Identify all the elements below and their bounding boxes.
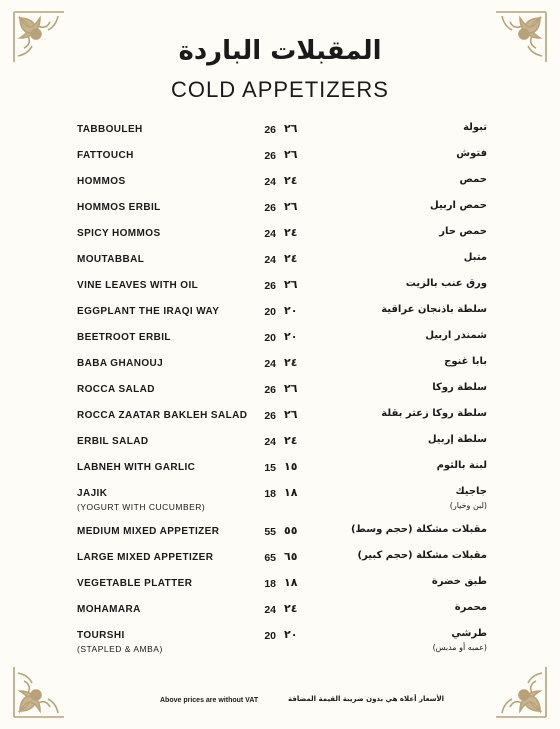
menu-item-price: 26 [264,280,276,292]
menu-item-name: BEETROOT ERBIL [77,332,171,343]
menu-item-name: HOMMOS ERBIL [77,202,161,213]
menu-item-price-arabic: ٢٤ [284,174,298,187]
menu-item-price-arabic: ٢٤ [284,226,298,239]
menu-item-name: TABBOULEH [77,124,143,135]
menu-item-price-arabic: ٢٦ [284,408,298,421]
menu-item-name-arabic: محمرة [454,602,487,613]
menu-item-price-arabic: ٦٥ [284,550,298,563]
menu-item-name-arabic: سلطة باذنجان عراقية [381,304,487,315]
menu-item-name: LARGE MIXED APPETIZER [77,552,214,563]
menu-item-name: MEDIUM MIXED APPETIZER [77,526,220,537]
menu-item-price: 18 [264,488,276,500]
menu-item-price-arabic: ٢٤ [284,252,298,265]
menu-item-name: HOMMOS [77,176,126,187]
menu-item-price: 24 [264,436,276,448]
menu-item-name: LABNEH WITH GARLIC [77,462,196,473]
menu-item-name: TOURSHI [77,630,125,641]
menu-item-name: ERBIL SALAD [77,436,149,447]
menu-item-price-arabic: ٥٥ [284,524,298,537]
menu-item-price: 26 [264,410,276,422]
menu-item-name: JAJIK [77,488,108,499]
menu-item-price: 24 [264,358,276,370]
menu-item-name: ROCCA SALAD [77,384,155,395]
menu-item-description: (YOGURT WITH CUCUMBER) [77,502,206,512]
menu-item-name: EGGPLANT THE IRAQI WAY [77,306,220,317]
menu-item-price: 24 [264,604,276,616]
menu-item-name-arabic: بابا غنوج [444,356,487,367]
menu-item-price: 24 [264,228,276,240]
menu-item-name-arabic: تبولة [463,122,487,133]
menu-item-price: 20 [264,630,276,642]
menu-item-name-arabic: شمندر اربيل [425,330,487,341]
menu-item-name: MOHAMARA [77,604,141,615]
menu-item-price: 26 [264,384,276,396]
menu-item-name-arabic: متبل [463,252,487,263]
menu-item-name-arabic: حمص حار [439,226,487,237]
menu-item-price-arabic: ٢٠ [284,330,298,343]
menu-item-name-arabic: طرشي [451,628,487,639]
menu-item-price-arabic: ٢٦ [284,122,298,135]
menu-item-price-arabic: ٢٤ [284,434,298,447]
menu-item-name: MOUTABBAL [77,254,145,265]
menu-item-description-arabic: (عمبه أو مدبس) [432,643,487,652]
menu-item-name-arabic: سلطة روكا [432,382,487,393]
menu-item-price: 15 [264,462,276,474]
menu-item-name-arabic: مقبلات مشكلة (حجم كبير) [357,550,487,561]
vat-note-arabic: الأسعار أعلاه هي بدون ضريبة القيمة المضافة [288,695,445,703]
menu-item-price: 65 [264,552,276,564]
menu-item-name: VEGETABLE PLATTER [77,578,193,589]
menu-item-name-arabic: سلطة إربيل [427,434,487,445]
corner-ornament-bottom-right [492,663,550,721]
menu-item-name-arabic: سلطة روكا زعتر بقلة [381,408,487,419]
menu-item-name-arabic: حمص [459,174,487,185]
menu-item-name-arabic: طبق خضرة [431,576,487,587]
menu-item-price-arabic: ٢٦ [284,200,298,213]
menu-item-price-arabic: ١٨ [284,486,298,499]
menu-item-price: 24 [264,254,276,266]
menu-item-name: BABA GHANOUJ [77,358,164,369]
menu-item-price: 26 [264,202,276,214]
menu-item [0,482,560,516]
menu-item-description-arabic: (لبن وخيار) [449,501,487,510]
menu-item-price: 20 [264,306,276,318]
menu-item-description: (STAPLED & AMBA) [77,644,163,654]
menu-item-name: SPICY HOMMOS [77,228,161,239]
corner-ornament-bottom-left [10,663,68,721]
menu-item-name-arabic: ورق عنب بالزيت [405,278,487,289]
menu-item-price: 20 [264,332,276,344]
menu-item-name-arabic: جاجيك [455,486,487,497]
menu-item-name-arabic: لبنة بالثوم [436,460,487,471]
menu-item-name-arabic: مقبلات مشكلة (حجم وسط) [350,524,487,535]
menu-item-price: 26 [264,150,276,162]
menu-item-price: 24 [264,176,276,188]
menu-item-name: ROCCA ZAATAR BAKLEH SALAD [77,410,248,421]
menu-item-price-arabic: ١٥ [284,460,298,473]
menu-item-name-arabic: حمص اربيل [430,200,487,211]
menu-item-price: 26 [264,124,276,136]
menu-item-price-arabic: ٢٤ [284,356,298,369]
menu-item [0,624,560,658]
menu-item-name-arabic: فتوش [456,148,487,159]
page-title: COLD APPETIZERS [171,77,389,102]
page-title-arabic: المقبلات الباردة [178,36,382,66]
ornament-icon [492,663,550,721]
menu-item-price: 18 [264,578,276,590]
menu-item-price-arabic: ٢٦ [284,278,298,291]
vat-note: Above prices are without VAT [160,697,259,704]
menu-item-price-arabic: ٢٦ [284,148,298,161]
menu-item-name: FATTOUCH [77,150,134,161]
menu-item-price-arabic: ٢٠ [284,304,298,317]
menu-item-price-arabic: ٢٠ [284,628,298,641]
ornament-icon [10,663,68,721]
menu-item-price-arabic: ١٨ [284,576,298,589]
menu-item-price-arabic: ٢٦ [284,382,298,395]
menu-item-name: VINE LEAVES WITH OIL [77,280,199,291]
menu-item-price: 55 [264,526,276,538]
menu-item-price-arabic: ٢٤ [284,602,298,615]
